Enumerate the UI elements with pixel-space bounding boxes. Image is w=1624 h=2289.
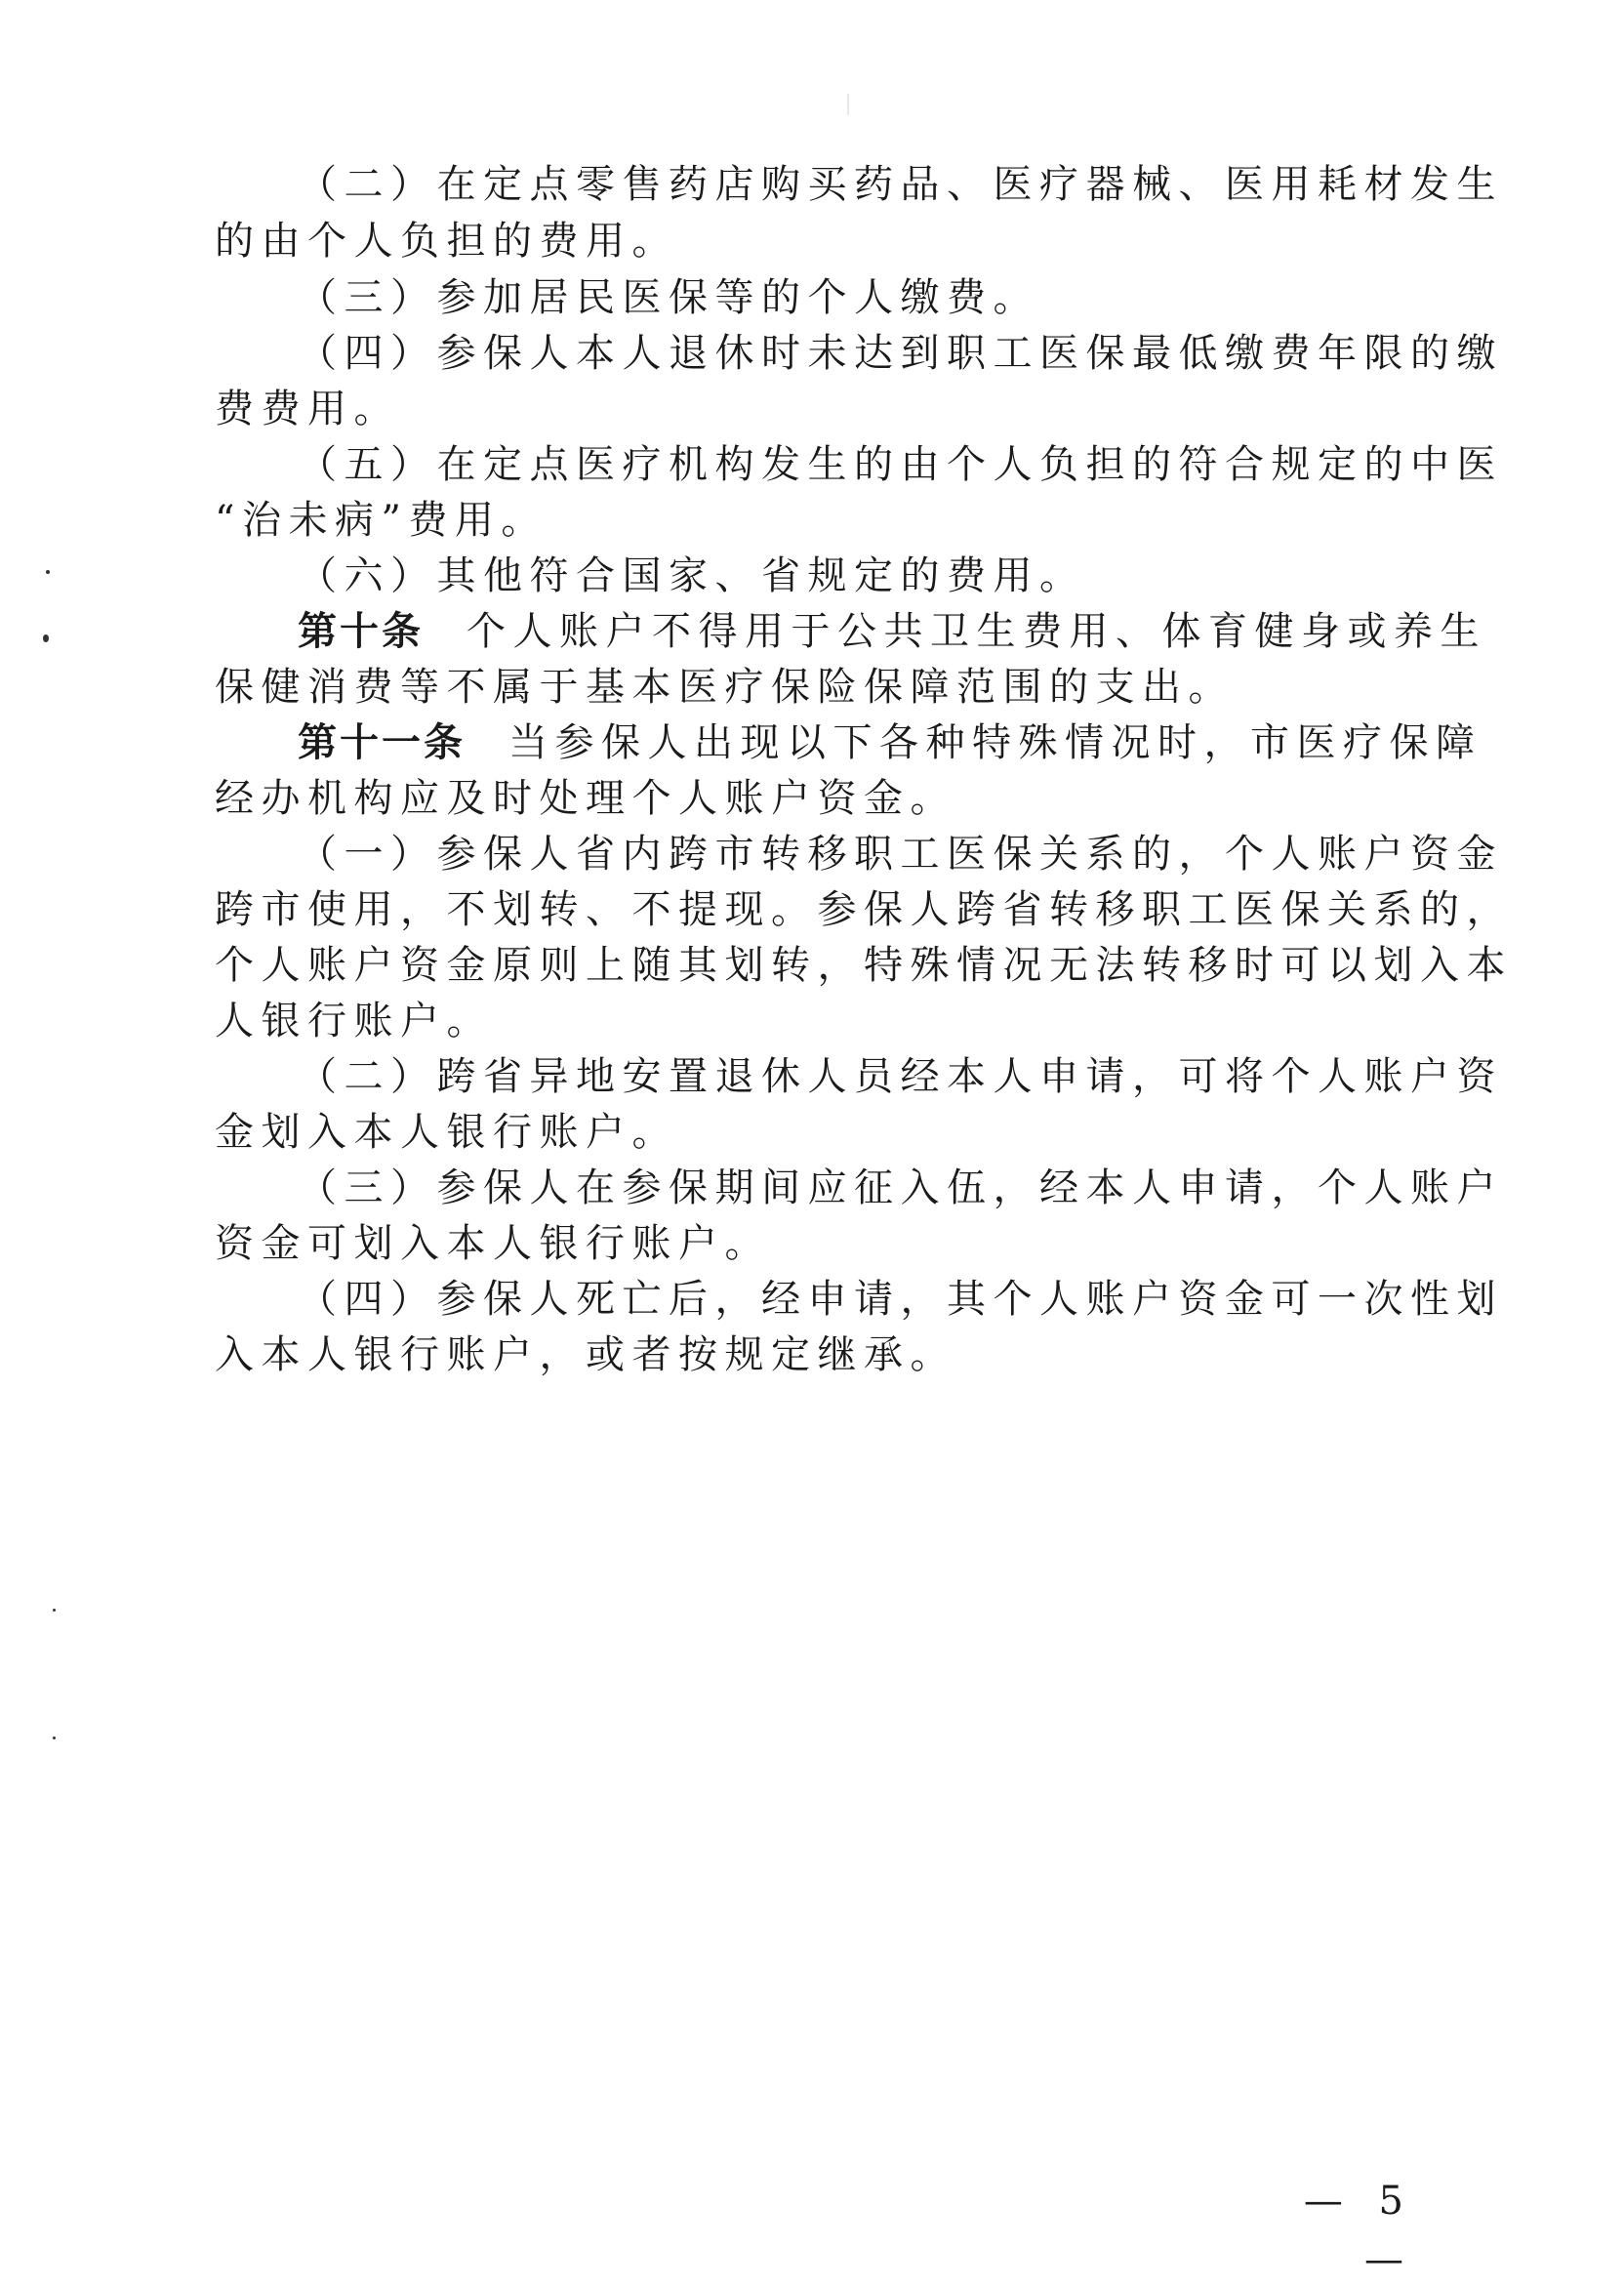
article-10-title: 第十条 [298, 609, 424, 654]
item-4-line-1: （四）参保人死亡后，经申请，其个人账户资金可一次性划 [298, 1277, 1503, 1322]
article-11-text-1: 当参保人出现以下各种特殊情况时，市医疗保障 [508, 720, 1482, 765]
item-1-line-1: （一）参保人省内跨市转移职工医保关系的，个人账户资金 [298, 832, 1503, 877]
article-10-line-2: 保健消费等不属于基本医疗保险保障范围的支出。 [215, 665, 1235, 710]
item-1-line-4: 人银行账户。 [215, 999, 493, 1043]
scan-speck [46, 570, 50, 574]
item-4-line-2: 入本人银行账户，或者按规定继承。 [215, 1332, 956, 1377]
scan-speck [53, 1609, 56, 1612]
article-11-line-2: 经办机构应及时处理个人账户资金。 [215, 776, 956, 821]
clause-4-line-1: （四）参保人本人退休时未达到职工医保最低缴费年限的缴 [298, 331, 1503, 376]
item-1-line-3: 个人账户资金原则上随其划转，特殊情况无法转移时可以划入本 [215, 943, 1513, 988]
article-10-text-1: 个人账户不得用于公共卫生费用、体育健身或养生 [467, 609, 1486, 654]
item-2-line-2: 金划入本人银行账户。 [215, 1110, 678, 1155]
clause-6-line-1: （六）其他符合国家、省规定的费用。 [298, 553, 1086, 598]
page-number: — 5 — [1303, 2179, 1415, 2282]
scan-speck [43, 634, 49, 642]
article-11-line-1 [298, 714, 1482, 772]
scan-speck [53, 1737, 56, 1739]
clause-2-line-1: （二）在定点零售药店购买药品、医疗器械、医用耗材发生 [298, 162, 1503, 207]
clause-2-line-2: 的由个人负担的费用。 [215, 219, 678, 264]
item-2-line-1: （二）跨省异地安置退休人员经本人申请，可将个人账户资 [298, 1054, 1503, 1099]
scan-artifact [847, 94, 849, 115]
item-3-line-1: （三）参保人在参保期间应征入伍，经本人申请，个人账户 [298, 1165, 1503, 1210]
clause-5-line-1: （五）在定点医疗机构发生的由个人负担的符合规定的中医 [298, 442, 1503, 487]
article-10-line-1 [298, 602, 1486, 661]
clause-4-line-2: 费费用。 [215, 387, 400, 431]
article-11-title: 第十一条 [298, 720, 466, 765]
item-3-line-2: 资金可划入本人银行账户。 [215, 1221, 771, 1266]
clause-3-line-1: （三）参加居民医保等的个人缴费。 [298, 275, 1039, 320]
clause-5-line-2: “治未病”费用。 [215, 498, 548, 543]
item-1-line-2: 跨市使用，不划转、不提现。参保人跨省转移职工医保关系的， [215, 887, 1513, 932]
